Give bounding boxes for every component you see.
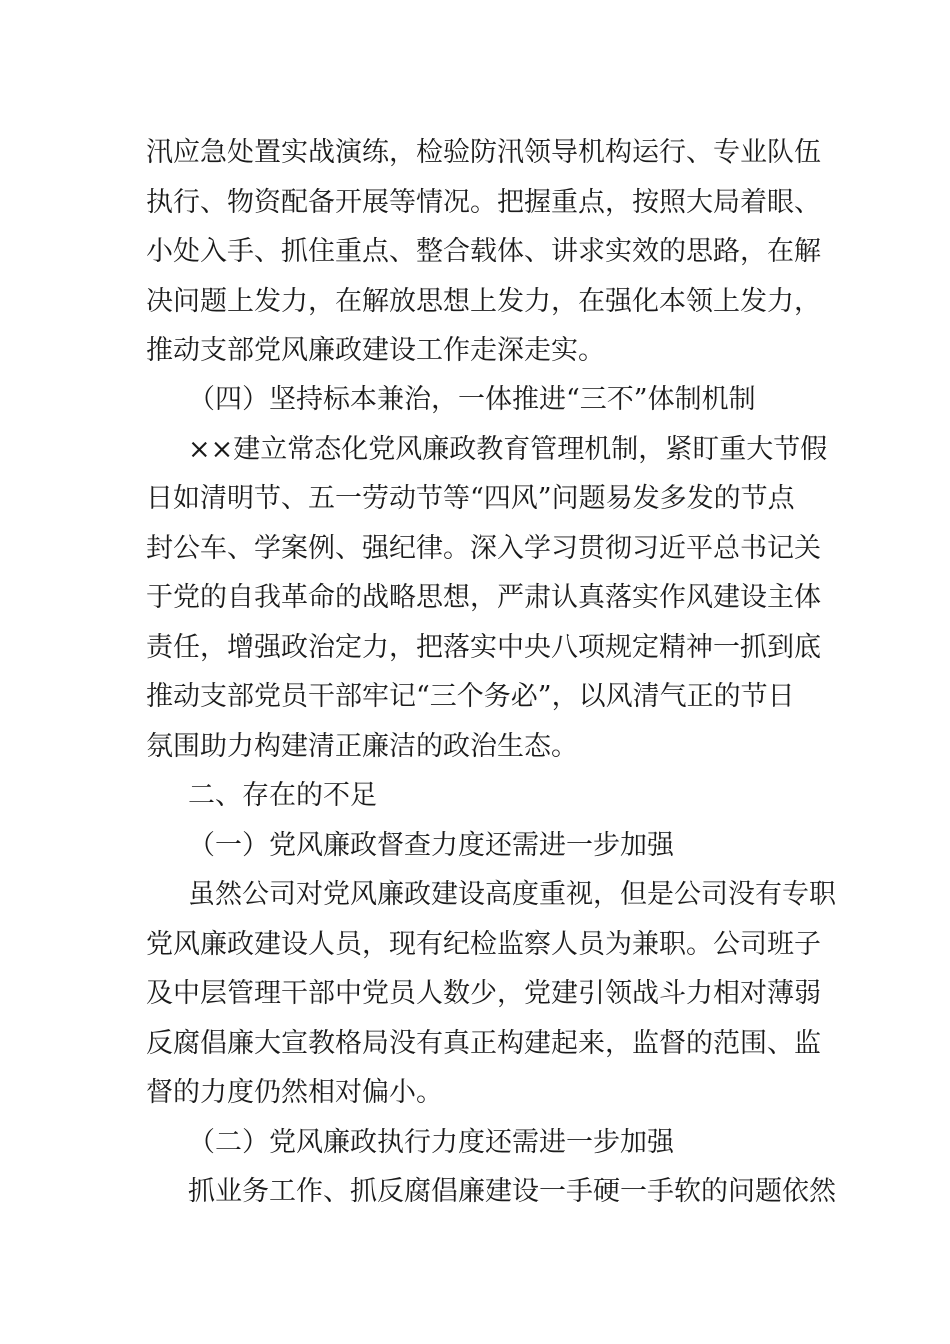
paragraph-line: 决问题上发力，在解放思想上发力，在强化本领上发力， [146,286,821,317]
paragraph-line: 氛围助力构建清正廉洁的政治生态。 [146,731,578,762]
paragraph-line: 封公车、学案例、强纪律。深入学习贯彻习近平总书记关 [146,533,821,564]
section-heading: （四）坚持标本兼治，一体推进“三不”体制机制 [188,384,756,415]
paragraph-line: 责任，增强政治定力，把落实中央八项规定精神一抓到底 [146,632,821,663]
paragraph-line: 推动支部党员干部牢记“三个务必”，以风清气正的节日 [146,681,795,712]
paragraph-line: 抓业务工作、抓反腐倡廉建设一手硬一手软的问题依然 [188,1176,836,1207]
paragraph-line: 反腐倡廉大宣教格局没有真正构建起来，监督的范围、监 [146,1028,821,1059]
paragraph-line: 日如清明节、五一劳动节等“四风”问题易发多发的节点 [146,483,795,514]
paragraph-line: 执行、物资配备开展等情况。把握重点，按照大局着眼、 [146,187,821,218]
paragraph-line: 督的力度仍然相对偏小。 [146,1077,443,1108]
paragraph-line: ××建立常态化党风廉政教育管理机制，紧盯重大节假 [188,434,828,465]
paragraph-line: 推动支部党风廉政建设工作走深走实。 [146,335,605,366]
section-heading: （二）党风廉政执行力度还需进一步加强 [188,1127,674,1158]
section-heading: 二、存在的不足 [188,780,377,811]
paragraph-line: 及中层管理干部中党员人数少，党建引领战斗力相对薄弱 [146,978,821,1009]
paragraph-line: 于党的自我革命的战略思想，严肃认真落实作风建设主体 [146,582,821,613]
paragraph-line: 小处入手、抓住重点、整合载体、讲求实效的思路，在解 [146,236,821,267]
paragraph-line: 虽然公司对党风廉政建设高度重视，但是公司没有专职 [188,879,836,910]
section-heading: （一）党风廉政督查力度还需进一步加强 [188,830,674,861]
paragraph-line: 汛应急处置实战演练，检验防汛领导机构运行、专业队伍 [146,137,821,168]
paragraph-line: 党风廉政建设人员，现有纪检监察人员为兼职。公司班子 [146,929,821,960]
